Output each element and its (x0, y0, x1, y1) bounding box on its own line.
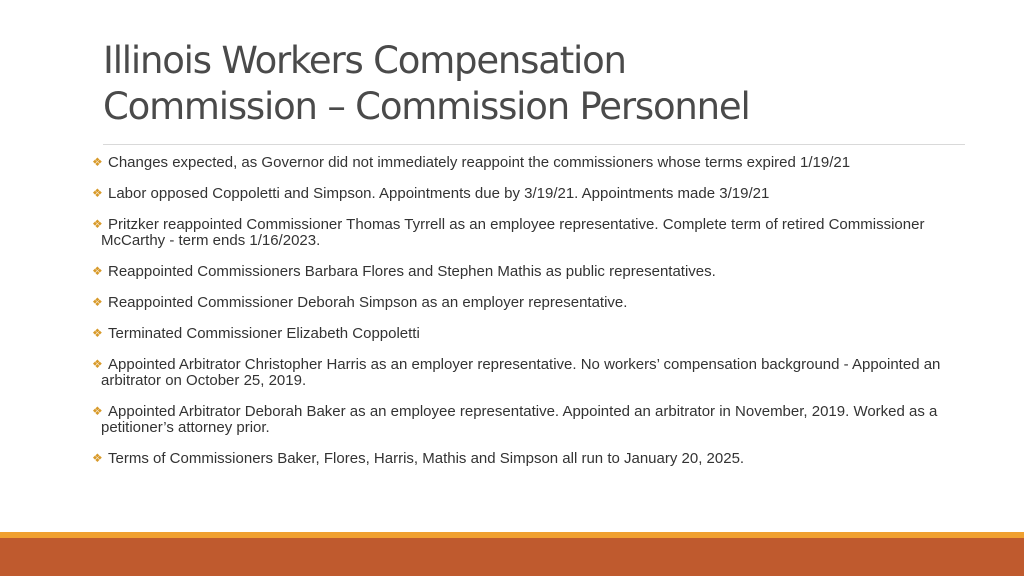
diamond-bullet-icon: ❖ (92, 186, 103, 200)
slide-title-line-2: Commission – Commission Personnel (103, 85, 750, 128)
slide-title (103, 38, 963, 130)
diamond-bullet-icon: ❖ (92, 217, 103, 231)
bullet-item-2 (92, 185, 952, 202)
bullet-item-9 (92, 450, 952, 467)
bullet-text-3: Pritzker reappointed Commissioner Thomas Tyrrell as an employee representative. Complete term of retired Commissioner McCarthy - term ends 1/16/2023. (101, 216, 925, 249)
bullet-text-8: Appointed Arbitrator Deborah Baker as an employee representative. Appointed an arbitrator in November, 2019. Worked as a petitioner’s attorney prior. (101, 403, 938, 436)
diamond-bullet-icon: ❖ (92, 295, 103, 309)
bullet-item-5 (92, 294, 952, 311)
slide-title-line-1: Illinois Workers Compensation (103, 39, 626, 82)
bullet-text-2: Labor opposed Coppoletti and Simpson. Appointments due by 3/19/21. Appointments made 3/19/21 (108, 185, 770, 202)
bullet-item-7 (92, 356, 952, 389)
diamond-bullet-icon: ❖ (92, 404, 103, 418)
bullet-text-7: Appointed Arbitrator Christopher Harris as an employer representative. No workers’ compensation background - Appointed an arbitrator on October 25, 2019. (101, 356, 941, 389)
bullet-list (92, 154, 952, 481)
title-divider (103, 144, 965, 145)
footer-bar (0, 538, 1024, 576)
bullet-text-1: Changes expected, as Governor did not immediately reappoint the commissioners whose terms expired 1/19/21 (108, 154, 851, 171)
bullet-text-9: Terms of Commissioners Baker, Flores, Harris, Mathis and Simpson all run to January 20, 2025. (108, 450, 745, 467)
diamond-bullet-icon: ❖ (92, 357, 103, 371)
diamond-bullet-icon: ❖ (92, 451, 103, 465)
bullet-item-4 (92, 263, 952, 280)
bullet-text-4: Reappointed Commissioners Barbara Flores and Stephen Mathis as public representatives. (108, 263, 716, 280)
bullet-text-6: Terminated Commissioner Elizabeth Coppoletti (108, 325, 420, 342)
bullet-item-1 (92, 154, 952, 171)
diamond-bullet-icon: ❖ (92, 155, 103, 169)
bullet-item-3 (92, 216, 952, 249)
diamond-bullet-icon: ❖ (92, 326, 103, 340)
bullet-item-6 (92, 325, 952, 342)
bullet-item-8 (92, 403, 952, 436)
diamond-bullet-icon: ❖ (92, 264, 103, 278)
bullet-text-5: Reappointed Commissioner Deborah Simpson as an employer representative. (108, 294, 628, 311)
